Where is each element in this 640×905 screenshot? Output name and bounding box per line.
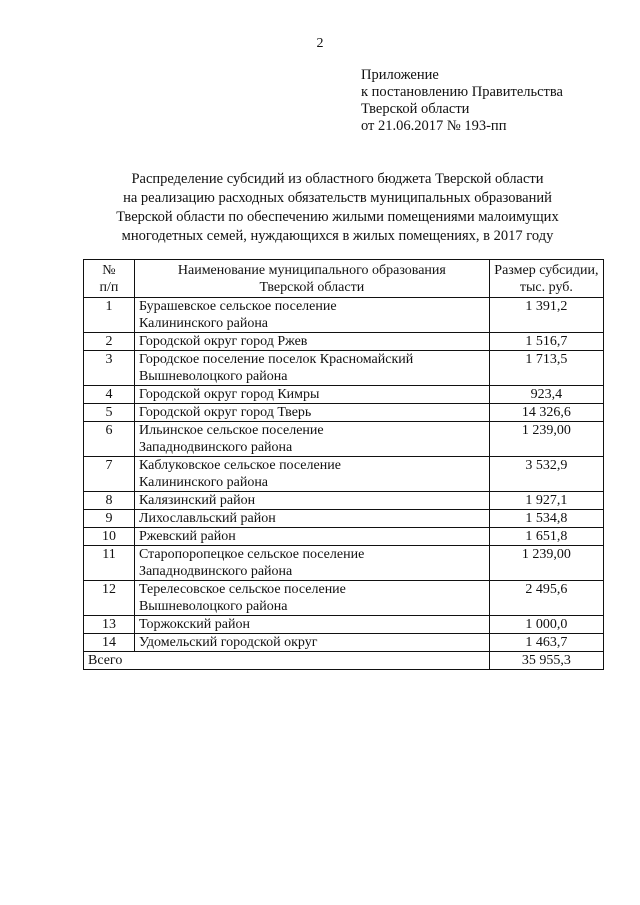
- municipality-name-line: Ржевский район: [138, 529, 236, 544]
- municipality-name-line: Лихославльский район: [138, 511, 276, 526]
- page-number: 2: [316, 36, 324, 51]
- title-line: многодетных семей, нуждающихся в жилых помещениях, в 2017 году: [121, 228, 554, 244]
- subsidy-amount: 14 326,6: [489, 404, 603, 422]
- title-line: Тверской области по обеспечению жилыми помещениями малоимущих: [116, 209, 559, 225]
- municipality-name: [134, 616, 489, 634]
- municipality-name-line: Торжокский район: [138, 617, 250, 632]
- municipality-name: [134, 457, 489, 492]
- table-row: [84, 333, 604, 351]
- subsidy-amount: 1 239,00: [489, 546, 603, 581]
- subsidy-amount: 1 927,1: [489, 492, 603, 510]
- municipality-name: [134, 404, 489, 422]
- header-line: Тверской области: [259, 280, 365, 295]
- table-row: [84, 546, 604, 581]
- subsidy-amount: 1 391,2: [489, 298, 603, 333]
- municipality-name-line: Вышневолоцкого района: [138, 599, 288, 614]
- table-row: [84, 528, 604, 546]
- municipality-name: [134, 386, 489, 404]
- subsidy-amount: 1 239,00: [489, 422, 603, 457]
- header-line: тыс. руб.: [519, 280, 573, 295]
- municipality-name-line: Удомельский городской округ: [138, 635, 318, 650]
- municipality-name-line: Старопоропецкое сельское поселение: [138, 547, 365, 562]
- municipality-name-line: Калязинский район: [138, 493, 256, 508]
- header-num: [84, 260, 135, 298]
- subsidy-amount: 1 000,0: [489, 616, 603, 634]
- row-number: 9: [84, 510, 135, 528]
- table-row: [84, 634, 604, 652]
- municipality-name: [134, 422, 489, 457]
- title-line: на реализацию расходных обязательств муниципальных образований: [123, 190, 552, 206]
- subsidy-amount: 2 495,6: [489, 581, 603, 616]
- municipality-name-line: Городской округ город Ржев: [138, 334, 308, 349]
- municipality-name-line: Терелесовское сельское поселение: [138, 582, 346, 597]
- header-name: [134, 260, 489, 298]
- table-header-row: [84, 260, 604, 298]
- table-row: [84, 581, 604, 616]
- table-row: [84, 404, 604, 422]
- row-number: 11: [84, 546, 135, 581]
- municipality-name: [134, 298, 489, 333]
- subsidy-amount: 1 713,5: [489, 351, 603, 386]
- row-number: 6: [84, 422, 135, 457]
- municipality-name: [134, 510, 489, 528]
- subsidy-amount: 923,4: [489, 386, 603, 404]
- total-label: Всего: [84, 652, 490, 670]
- table-row: [84, 457, 604, 492]
- municipality-name-line: Западнодвинского района: [138, 564, 293, 579]
- subsidies-table: [83, 259, 604, 670]
- row-number: 4: [84, 386, 135, 404]
- row-number: 2: [84, 333, 135, 351]
- municipality-name: [134, 492, 489, 510]
- row-number: 8: [84, 492, 135, 510]
- municipality-name-line: Городской округ город Тверь: [138, 405, 312, 420]
- appendix-line: Приложение: [361, 67, 439, 83]
- row-number: 12: [84, 581, 135, 616]
- header-line: №: [102, 263, 116, 278]
- municipality-name: [134, 634, 489, 652]
- appendix-block: [361, 67, 563, 135]
- table-row: [84, 298, 604, 333]
- total-row: [84, 652, 604, 670]
- header-amount: [489, 260, 603, 298]
- municipality-name: [134, 581, 489, 616]
- header-line: Наименование муниципального образования: [177, 263, 446, 278]
- table-body: [84, 298, 604, 652]
- municipality-name-line: Каблуковское сельское поселение: [138, 458, 341, 473]
- municipality-name-line: Городское поселение поселок Красномайский: [138, 352, 414, 367]
- row-number: 14: [84, 634, 135, 652]
- row-number: 7: [84, 457, 135, 492]
- municipality-name: [134, 546, 489, 581]
- subsidy-amount: 3 532,9: [489, 457, 603, 492]
- municipality-name-line: Городской округ город Кимры: [138, 387, 320, 402]
- table-row: [84, 492, 604, 510]
- total-amount: 35 955,3: [489, 652, 603, 670]
- municipality-name: [134, 351, 489, 386]
- municipality-name-line: Калининского района: [138, 475, 269, 490]
- subsidy-amount: 1 534,8: [489, 510, 603, 528]
- header-line: п/п: [99, 280, 119, 295]
- header-line: Размер субсидии,: [494, 263, 599, 278]
- table-row: [84, 510, 604, 528]
- municipality-name-line: Ильинское сельское поселение: [138, 423, 324, 438]
- row-number: 13: [84, 616, 135, 634]
- table-row: [84, 422, 604, 457]
- appendix-line: от 21.06.2017 № 193-пп: [361, 118, 507, 134]
- municipality-name: [134, 528, 489, 546]
- municipality-name-line: Вышневолоцкого района: [138, 369, 288, 384]
- document-title: [90, 170, 585, 246]
- table-row: [84, 351, 604, 386]
- municipality-name-line: Бурашевское сельское поселение: [138, 299, 337, 314]
- table-row: [84, 386, 604, 404]
- appendix-line: Тверской области: [361, 101, 470, 117]
- municipality-name-line: Западнодвинского района: [138, 440, 293, 455]
- table-row: [84, 616, 604, 634]
- municipality-name-line: Калининского района: [138, 316, 269, 331]
- row-number: 5: [84, 404, 135, 422]
- appendix-line: к постановлению Правительства: [361, 84, 563, 100]
- row-number: 3: [84, 351, 135, 386]
- subsidy-amount: 1 651,8: [489, 528, 603, 546]
- row-number: 1: [84, 298, 135, 333]
- municipality-name: [134, 333, 489, 351]
- subsidy-amount: 1 516,7: [489, 333, 603, 351]
- subsidy-amount: 1 463,7: [489, 634, 603, 652]
- row-number: 10: [84, 528, 135, 546]
- title-line: Распределение субсидий из областного бюджета Тверской области: [131, 171, 544, 187]
